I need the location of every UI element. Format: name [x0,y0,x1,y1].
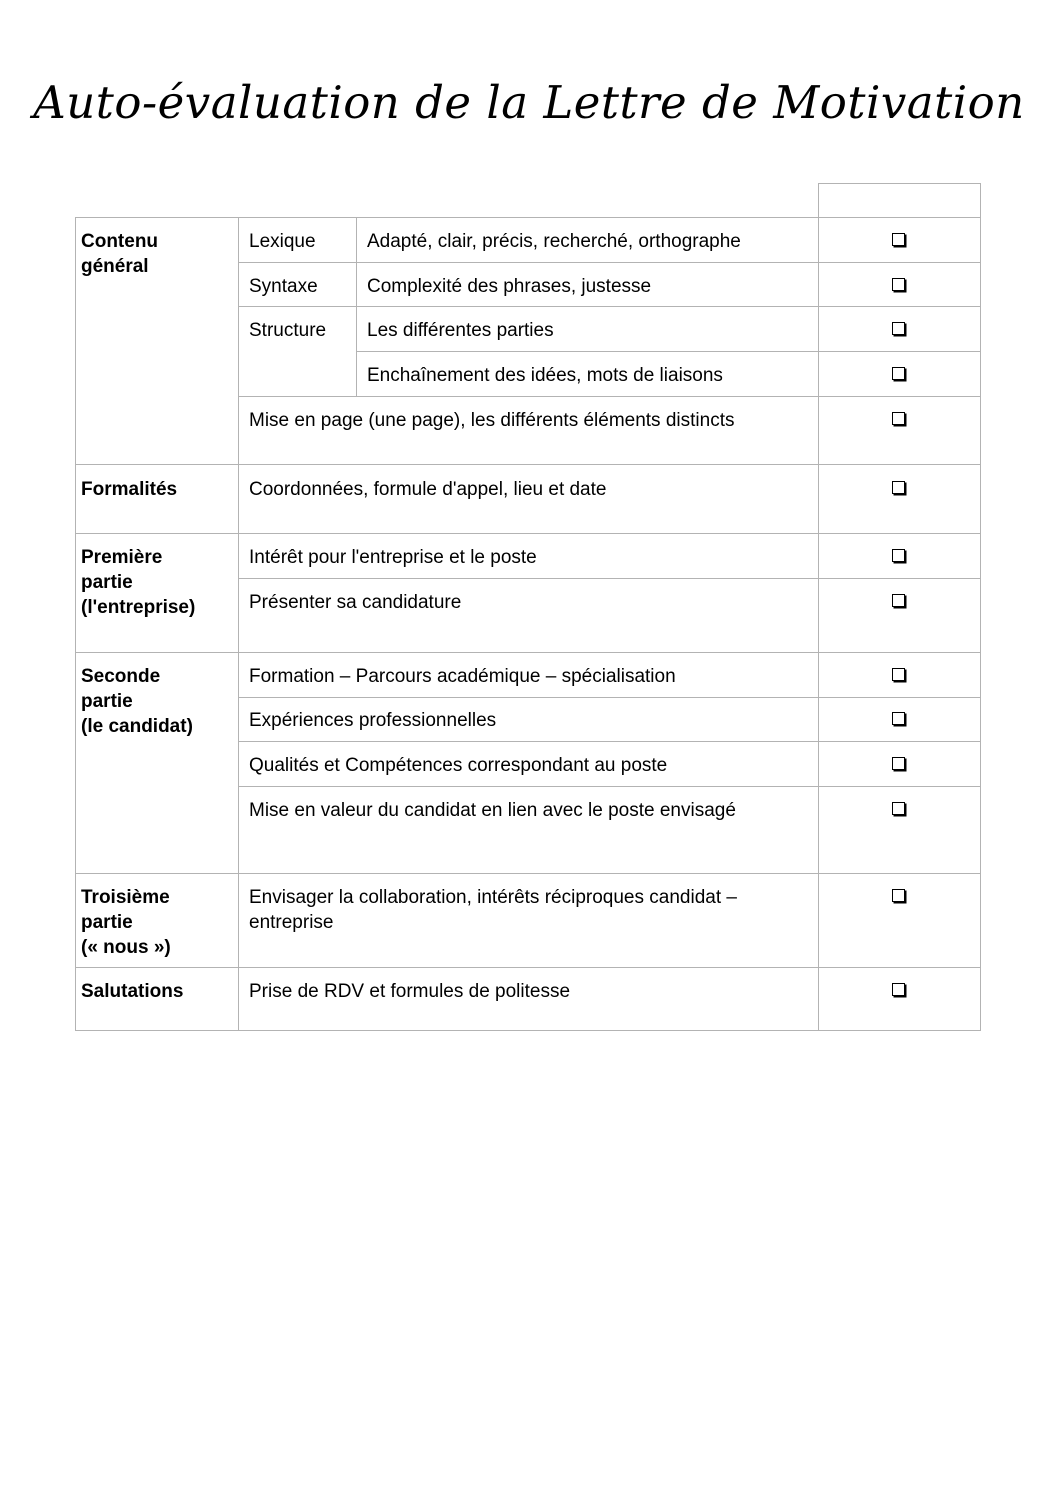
checkbox-icon[interactable] [892,668,905,681]
table-line [75,652,981,653]
checkbox-icon[interactable] [892,367,905,380]
criterion-text: entreprise [249,912,334,933]
section-label-salutations: Salutations [81,981,184,1002]
checkbox-icon[interactable] [892,983,905,996]
table-line [818,183,819,1031]
checkbox-icon[interactable] [892,233,905,246]
table-line [238,306,981,307]
table-line [75,873,981,874]
section-label-seconde-partie: partie [81,691,133,712]
table-line [75,1030,981,1031]
table-line [75,533,981,534]
sublabel-lexique: Lexique [249,231,316,252]
checkbox-icon[interactable] [892,757,905,770]
table-line [356,217,357,396]
section-label-formalites: Formalités [81,479,178,500]
criterion-text: Les différentes parties [367,320,554,341]
section-label-premiere-partie: Première [81,547,163,568]
sublabel-structure: Structure [249,320,327,341]
section-label-troisieme-partie: partie [81,912,133,933]
criterion-text: Mise en page (une page), les différents éléments distincts [249,410,735,431]
table-line [238,578,981,579]
table-line [356,351,981,352]
sublabel-syntaxe: Syntaxe [249,276,318,297]
section-label-troisieme-partie: Troisième [81,887,170,908]
section-label-contenu: Contenu [81,231,159,252]
table-line [75,217,76,1031]
checkbox-icon[interactable] [892,594,905,607]
table-line [75,967,981,968]
table-line [238,262,981,263]
checkbox-icon[interactable] [892,481,905,494]
criterion-text: Coordonnées, formule d'appel, lieu et date [249,479,607,500]
checkbox-icon[interactable] [892,712,905,725]
table-line [75,217,981,218]
table-line [238,396,981,397]
section-label-seconde-partie: (le candidat) [81,716,193,737]
criterion-text: Expériences professionnelles [249,710,497,731]
section-label-seconde-partie: Seconde [81,666,161,687]
table-line [980,183,981,1031]
section-label-premiere-partie: (l'entreprise) [81,597,196,618]
table-line [238,786,981,787]
criterion-text: Présenter sa candidature [249,592,462,613]
criterion-text: Prise de RDV et formules de politesse [249,981,571,1002]
criterion-text: Adapté, clair, précis, recherché, orthographe [367,231,741,252]
criterion-text: Complexité des phrases, justesse [367,276,652,297]
criterion-text: Envisager la collaboration, intérêts réciproques candidat – [249,887,737,908]
table-line [238,217,239,1031]
checkbox-icon[interactable] [892,412,905,425]
criterion-text: Formation – Parcours académique – spécialisation [249,666,676,687]
table-line [238,741,981,742]
checkbox-icon[interactable] [892,322,905,335]
checkbox-icon[interactable] [892,889,905,902]
section-label-contenu: général [81,256,149,277]
checkbox-icon[interactable] [892,802,905,815]
page-title: Auto-évaluation de la Lettre de Motivation [33,76,1025,129]
checkbox-icon[interactable] [892,278,905,291]
criterion-text: Intérêt pour l'entreprise et le poste [249,547,537,568]
criterion-text: Enchaînement des idées, mots de liaisons [367,365,723,386]
section-label-troisieme-partie: (« nous ») [81,937,171,958]
table-line [75,464,981,465]
criterion-text: Qualités et Compétences correspondant au poste [249,755,668,776]
criterion-text: Mise en valeur du candidat en lien avec le poste envisagé [249,800,736,821]
checkbox-icon[interactable] [892,549,905,562]
table-line [819,183,981,184]
table-line [238,697,981,698]
section-label-premiere-partie: partie [81,572,133,593]
